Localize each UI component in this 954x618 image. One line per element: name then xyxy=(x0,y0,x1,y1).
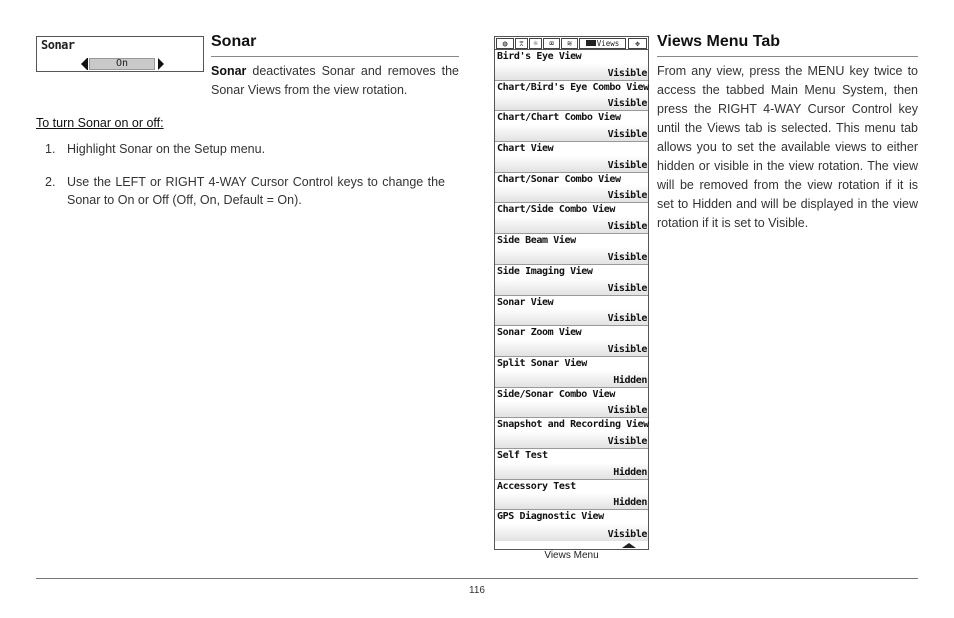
list-item[interactable] xyxy=(495,449,648,480)
view-visibility[interactable]: Visible xyxy=(607,251,647,263)
views-tab-icon xyxy=(586,40,596,46)
view-name: Accessory Test xyxy=(497,480,576,492)
step-1 xyxy=(45,140,445,158)
list-item[interactable] xyxy=(495,50,648,81)
sonar-setting-widget[interactable] xyxy=(36,36,204,72)
view-visibility[interactable]: Visible xyxy=(607,313,647,325)
view-name: Chart/Side Combo View xyxy=(497,204,616,216)
view-visibility[interactable]: Visible xyxy=(607,221,647,233)
scroll-up-arrow-icon[interactable] xyxy=(622,543,636,548)
sonar-heading-rule xyxy=(211,56,459,57)
view-name: Snapshot and Recording View xyxy=(497,419,649,431)
sonar-widget-value[interactable]: On xyxy=(89,58,155,70)
menu-tab-bar xyxy=(495,37,648,50)
accessory-tab-icon[interactable]: ⌆ xyxy=(515,38,528,49)
view-visibility[interactable]: Hidden xyxy=(613,466,647,478)
list-item[interactable] xyxy=(495,265,648,296)
view-name: Sonar View xyxy=(497,296,554,308)
navigation-tab-icon[interactable]: ⌧ xyxy=(543,38,560,49)
footer-rule xyxy=(36,578,918,579)
view-name: Side Beam View xyxy=(497,235,576,247)
sonar-heading: Sonar xyxy=(211,33,257,50)
view-visibility[interactable]: Visible xyxy=(607,529,647,540)
view-name: Side Imaging View xyxy=(497,265,593,277)
views-tab-label: Views xyxy=(596,39,620,48)
view-visibility[interactable]: Visible xyxy=(607,343,647,355)
view-name: Chart/Bird's Eye Combo View xyxy=(497,81,649,93)
views-body: From any view, press the MENU key twice to access the tabbed Main Menu System, then press the RIGHT 4-WAY Cursor Control key until the Views tab is selected. This menu tab allows you to set the available views to either hidden or visible in the view rotation. The view will be removed from the view rotation if it is set to Hidden and will be displayed in the view rotation if it is set to Visible. xyxy=(657,64,918,230)
page-number: 116 xyxy=(469,585,485,596)
view-name: Split Sonar View xyxy=(497,357,587,369)
step-2 xyxy=(45,173,445,209)
view-name: Sonar Zoom View xyxy=(497,327,582,339)
views-heading: Views Menu Tab xyxy=(657,33,780,50)
view-visibility[interactable]: Visible xyxy=(607,129,647,141)
views-tab[interactable] xyxy=(579,38,626,49)
view-visibility[interactable]: Visible xyxy=(607,282,647,294)
list-item[interactable] xyxy=(495,388,648,419)
step-text: Highlight Sonar on the Setup menu. xyxy=(67,142,266,156)
alarms-tab-icon[interactable]: ◍ xyxy=(496,38,514,49)
views-heading-rule xyxy=(657,56,918,57)
list-item[interactable] xyxy=(495,480,648,511)
view-visibility[interactable]: Visible xyxy=(607,67,647,79)
setup-tab-icon[interactable]: ✥ xyxy=(628,38,647,49)
sonar-widget-label: Sonar xyxy=(41,38,75,52)
list-item[interactable] xyxy=(495,510,648,541)
list-item[interactable] xyxy=(495,203,648,234)
view-name: GPS Diagnostic View xyxy=(497,511,604,523)
step-number: 1. xyxy=(45,142,56,156)
view-name: Chart/Chart Combo View xyxy=(497,112,621,124)
sun-tab-icon[interactable]: ☼ xyxy=(529,38,542,49)
views-menu-list xyxy=(495,50,648,541)
list-item[interactable] xyxy=(495,142,648,173)
list-item[interactable] xyxy=(495,111,648,142)
view-name: Chart/Sonar Combo View xyxy=(497,173,621,185)
list-item[interactable] xyxy=(495,173,648,204)
list-item[interactable] xyxy=(495,81,648,112)
list-item[interactable] xyxy=(495,357,648,388)
view-visibility[interactable]: Visible xyxy=(607,405,647,417)
sonar-intro-text: deactivates Sonar and removes the Sonar Views from the view rotation. xyxy=(211,64,459,97)
sonar-intro xyxy=(211,62,459,100)
sonar-subheading: To turn Sonar on or off: xyxy=(36,116,164,130)
view-name: Self Test xyxy=(497,449,548,461)
left-arrow-icon[interactable] xyxy=(81,58,87,70)
step-number: 2. xyxy=(45,175,56,189)
sonar-intro-bold: Sonar xyxy=(211,64,247,78)
view-visibility[interactable]: Visible xyxy=(607,435,647,447)
step-text: Use the LEFT or RIGHT 4-WAY Cursor Control keys to change the Sonar to On or Off (Off, On, Default = On). xyxy=(67,175,445,207)
list-item[interactable] xyxy=(495,326,648,357)
views-menu[interactable] xyxy=(494,36,649,550)
view-visibility[interactable]: Visible xyxy=(607,190,647,202)
list-item[interactable] xyxy=(495,234,648,265)
views-menu-caption: Views Menu xyxy=(544,550,599,561)
view-visibility[interactable]: Hidden xyxy=(613,374,647,386)
view-name: Side/Sonar Combo View xyxy=(497,388,616,400)
view-visibility[interactable]: Hidden xyxy=(613,497,647,509)
view-name: Bird's Eye View xyxy=(497,51,582,62)
view-visibility[interactable]: Visible xyxy=(607,159,647,171)
sonar-tab-icon[interactable]: ≋ xyxy=(561,38,578,49)
view-visibility[interactable]: Visible xyxy=(607,98,647,110)
right-arrow-icon[interactable] xyxy=(158,58,164,70)
view-name: Chart View xyxy=(497,143,554,155)
list-item[interactable] xyxy=(495,296,648,327)
list-item[interactable] xyxy=(495,418,648,449)
